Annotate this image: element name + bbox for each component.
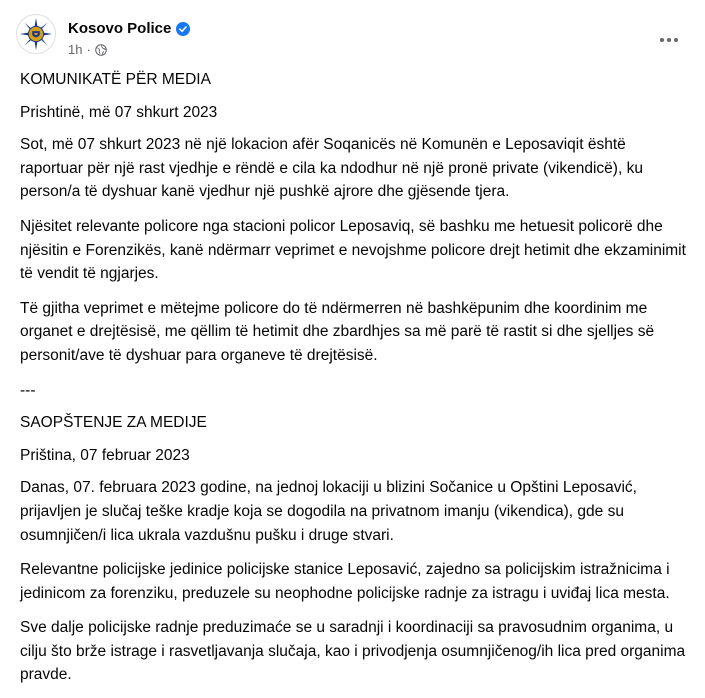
- post-paragraph: Priština, 07 februar 2023: [20, 446, 190, 464]
- more-options-icon[interactable]: [651, 22, 687, 58]
- kosovo-police-logo-icon: [17, 15, 55, 53]
- post-paragraph: Danas, 07. februara 2023 godine, na jednoj lokaciji u blizini Sočanice u Opštini Leposavić, prijavljen je slučaj teške kradje koja se dogodila na privatnom imanju (vikendica), gde su osumnjičen/i lica ukrala vazdušnu pušku i druge stvari.: [20, 479, 637, 544]
- page-name-link[interactable]: [68, 20, 190, 37]
- post-paragraph: Relevantne policijske jedinice policijske stanice Leposavić, zajedno sa policijskim istražnicima i jedinicom za forenziku, preduzele su neophodne policijske radnje za istragu i uviđaj lica mesta.: [20, 561, 670, 602]
- verified-badge-icon: [176, 22, 190, 36]
- post-paragraph: Sot, më 07 shkurt 2023 në një lokacion afër Soqanicës në Komunën e Leposaviqit është raportuar për një rast vjedhje e rëndë e cila ka ndodhur në një pronë private (vikendicë), ku person/a të dyshuar kanë vjedhur një pushkë ajrore dhe gjësende tjera.: [20, 136, 643, 201]
- globe-icon[interactable]: [95, 44, 107, 56]
- meta-separator: ·: [86, 42, 91, 57]
- post-paragraph: Njësitet relevante policore nga stacioni policor Leposaviq, së bashku me hetuesit policorë dhe njësitin e Forenzikës, kanë ndërmarr veprimet e nevojshme policore drejt hetimit dhe ekzaminimit të vendit të ngjarjes.: [20, 217, 686, 283]
- post-paragraph: SAOPŠTENJE ZA MEDIJE: [20, 414, 207, 432]
- post-text: [20, 68, 690, 698]
- page-avatar[interactable]: [16, 14, 56, 54]
- post-header: [16, 10, 689, 60]
- post-timestamp[interactable]: 1h: [68, 42, 83, 57]
- post-paragraph: KOMUNIKATË PËR MEDIA: [20, 71, 211, 88]
- post-paragraph: Sve dalje policijske radnje preduzimaće se u saradnji i koordinaciji sa pravosudnim organima, u cilju što brže istrage i rasvetljavanja slučaja, kao i privodjenja osumnjičenog/ih lica pred organima pravde.: [20, 619, 686, 684]
- post-divider-text: ---: [20, 381, 36, 399]
- post-paragraph: Të gjitha veprimet e mëtejme policore do të ndërmerren në bashkëpunim dhe koordinim me organet e drejtësisë, me qëllim të hetimit dhe zbardhjes sa më parë të rastit si dhe sjelljes së personit/ave të dyshuar para organeve të drejtësisë.: [20, 299, 655, 364]
- page-name[interactable]: Kosovo Police: [68, 20, 172, 37]
- post-meta: [68, 42, 107, 57]
- post-paragraph: Prishtinë, më 07 shkurt 2023: [20, 103, 218, 121]
